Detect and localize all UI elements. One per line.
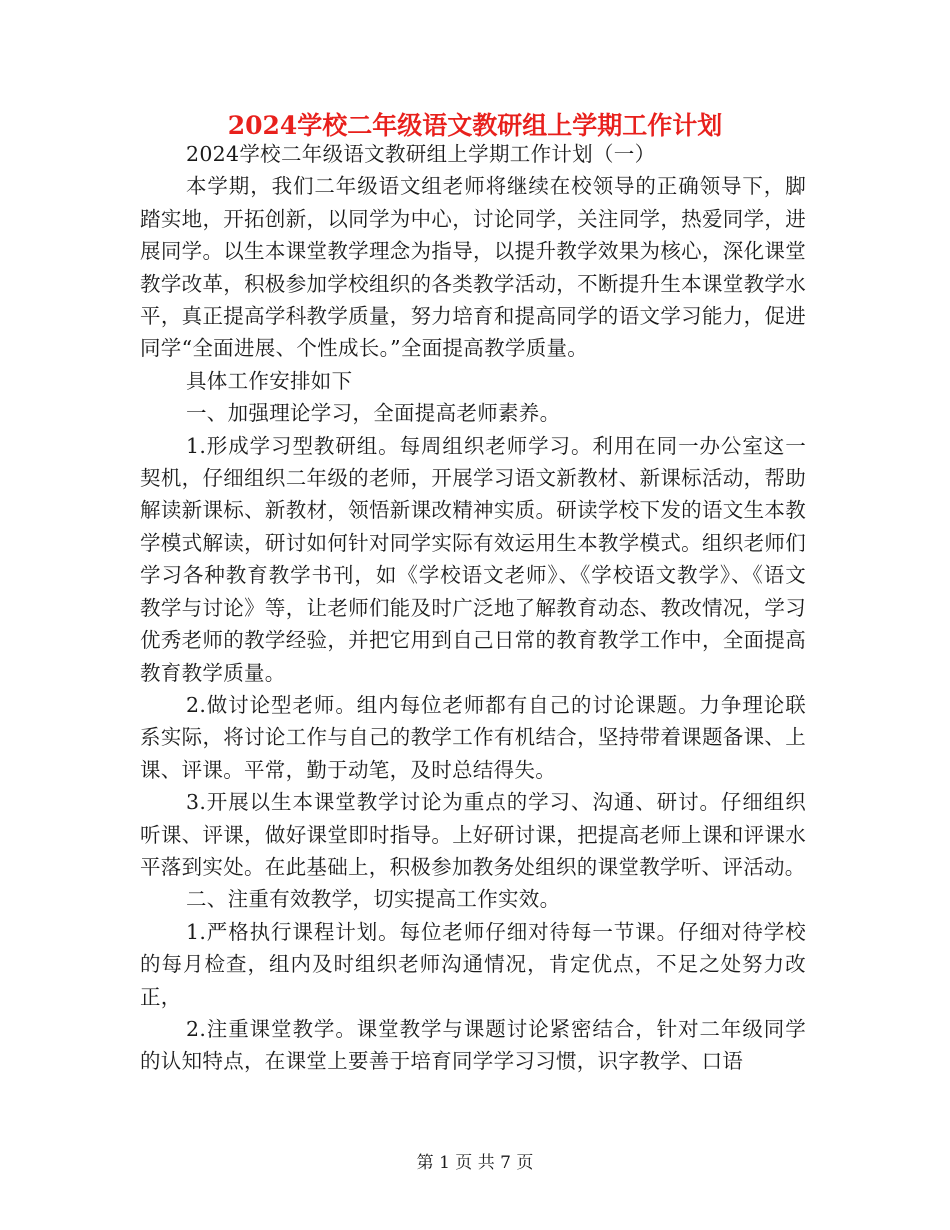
paragraph-item-1-3: 3.开展以生本课堂教学讨论为重点的学习、沟通、研讨。仔细组织听课、评课，做好课堂即时指导。上好研讨课，把提高老师上课和评课水平落到实处。在此基础上，积极参加教务处组织的课堂教学听、评活动。 — [140, 790, 806, 879]
paragraph-item-1-2: 2.做讨论型老师。组内每位老师都有自己的讨论课题。力争理论联系实际，将讨论工作与自己的教学工作有机结合，坚持带着课题备课、上课、评课。平常，勤于动笔，及时总结得失。 — [140, 692, 806, 782]
page-number-footer: 第 1 页 共 7 页 — [416, 1153, 534, 1173]
paragraph-item-2-1: 1.严格执行课程计划。每位老师仔细对待每一节课。仔细对待学校的每月检查，组内及时组织老师沟通情况，肯定优点，不足之处努力改正， — [140, 919, 806, 1009]
document-title: 2024学校二年级语文教研组上学期工作计划 — [227, 111, 723, 140]
paragraph-item-2-2: 2.注重课堂教学。课堂教学与课题讨论紧密结合，针对二年级同学的认知特点，在课堂上要善于培育同学学习习惯，识字教学、口语 — [140, 1016, 806, 1074]
paragraph-intro: 本学期，我们二年级语文组老师将继续在校领导的正确领导下，脚踏实地，开拓创新，以同学为中心，讨论同学，关注同学，热爱同学，进展同学。以生本课堂教学理念为指导，以提升教学效果为核心，深化课堂教学改革，积极参加学校组织的各类教学活动，不断提升生本课堂教学水平，真正提高学科教学质量，努力培育和提高同学的语文学习能力，促进同学“全面进展、个性成长。”全面提高教学质量。 — [140, 174, 806, 361]
section-heading-2: 二、注重有效教学，切实提高工作实效。 — [186, 887, 561, 912]
paragraph-item-1-1: 1.形成学习型教研组。每周组织老师学习。利用在同一办公室这一契机，仔细组织二年级的老师，开展学习语文新教材、新课标活动，帮助解读新课标、新教材，领悟新课改精神实质。研读学校下发的语文生本教学模式解读，研讨如何针对同学实际有效运用生本教学模式。组织老师们学习各种教育教学书刊，如《学校语文老师》、《学校语文教学》、《语文教学与讨论》等，让老师们能及时广泛地了解教育动态、教改情况，学习优秀老师的教学经验，并把它用到自己日常的教育教学工作中，全面提高教育教学质量。 — [140, 433, 806, 685]
paragraph-subtitle: 2024学校二年级语文教研组上学期工作计划（一） — [186, 142, 656, 166]
document-body — [140, 138, 806, 1078]
paragraph-arrangement: 具体工作安排如下 — [186, 368, 353, 393]
section-heading-1: 一、加强理论学习，全面提高老师素养。 — [186, 401, 561, 426]
